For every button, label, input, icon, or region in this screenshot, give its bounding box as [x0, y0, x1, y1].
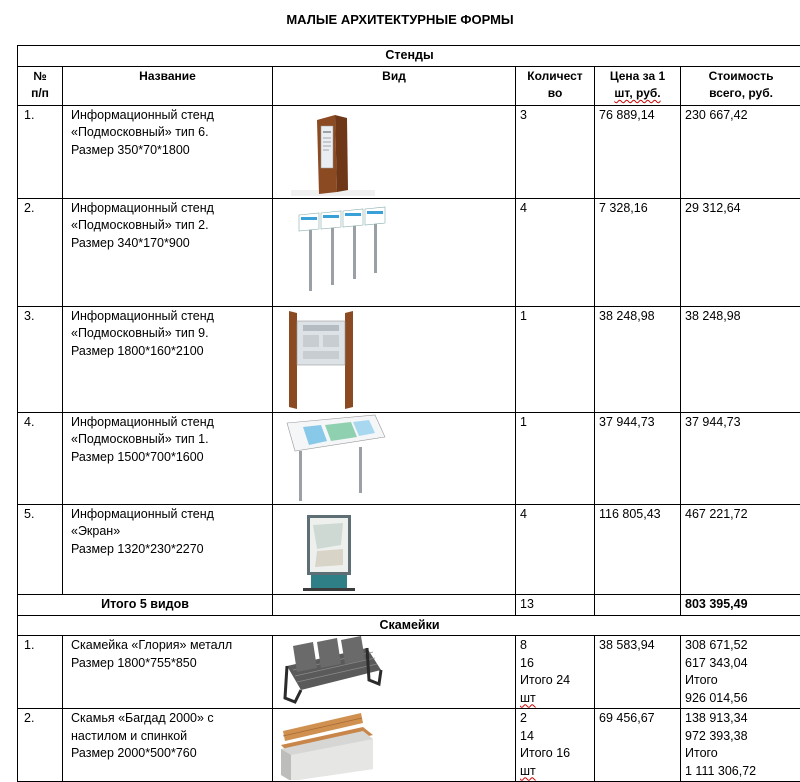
- stand-type9-image: [273, 306, 516, 412]
- header-qty: Количест во: [516, 66, 595, 105]
- row-qty: 8 16 Итого 24 шт: [516, 636, 595, 709]
- table-row: [18, 412, 800, 504]
- row-name: Информационный стенд «Подмосковный» тип 6. Размер 350*70*1800: [63, 105, 273, 198]
- row-num: 2.: [18, 198, 63, 306]
- row-cost: 29 312,64: [681, 198, 800, 306]
- row-qty: 1: [516, 412, 595, 504]
- document-title: МАЛЫЕ АРХИТЕКТУРНЫЕ ФОРМЫ: [0, 12, 800, 27]
- section-row-stands: [18, 46, 800, 67]
- table-row: [18, 198, 800, 306]
- section-row-benches: [18, 615, 800, 636]
- row-price: 7 328,16: [595, 198, 681, 306]
- row-price: 116 805,43: [595, 504, 681, 594]
- row-name: Информационный стенд «Экран» Размер 1320*230*2270: [63, 504, 273, 594]
- row-qty: 4: [516, 198, 595, 306]
- stand-ekran-image: [273, 504, 516, 594]
- row-name: Скамейка «Глория» металл Размер 1800*755*850: [63, 636, 273, 709]
- stand-type6-image: [273, 105, 516, 198]
- row-cost: 467 221,72: [681, 504, 800, 594]
- row-qty: 2 14 Итого 16 шт: [516, 709, 595, 782]
- row-price: 69 456,67: [595, 709, 681, 782]
- row-price: 38 248,98: [595, 306, 681, 412]
- row-price: 76 889,14: [595, 105, 681, 198]
- row-name: Информационный стенд «Подмосковный» тип 1. Размер 1500*700*1600: [63, 412, 273, 504]
- section-title-benches: Скамейки: [18, 615, 800, 636]
- row-price: 38 583,94: [595, 636, 681, 709]
- row-qty: 3: [516, 105, 595, 198]
- header-num: № п/п: [18, 66, 63, 105]
- table-header-row: [18, 66, 800, 105]
- row-num: 4.: [18, 412, 63, 504]
- row-price: 37 944,73: [595, 412, 681, 504]
- header-name: Название: [63, 66, 273, 105]
- row-name: Скамья «Багдад 2000» с настилом и спинкой Размер 2000*500*760: [63, 709, 273, 782]
- stands-total-qty: 13: [516, 594, 595, 615]
- row-num: 1.: [18, 105, 63, 198]
- table-row: [18, 636, 800, 709]
- row-cost: 308 671,52 617 343,04 Итого 926 014,56: [681, 636, 800, 709]
- row-num: 3.: [18, 306, 63, 412]
- row-name: Информационный стенд «Подмосковный» тип 2. Размер 340*170*900: [63, 198, 273, 306]
- mafs-table: [17, 45, 800, 782]
- stands-total-row: [18, 594, 800, 615]
- row-cost: 37 944,73: [681, 412, 800, 504]
- table-row: [18, 105, 800, 198]
- stand-type1-image: [273, 412, 516, 504]
- bench-gloria-image: [273, 636, 516, 709]
- stands-total-label: Итого 5 видов: [18, 594, 273, 615]
- table-row: [18, 709, 800, 782]
- stands-total-empty: [273, 594, 516, 615]
- row-qty: 4: [516, 504, 595, 594]
- row-num: 5.: [18, 504, 63, 594]
- table-row: [18, 504, 800, 594]
- header-price: Цена за 1 шт, руб.: [595, 66, 681, 105]
- header-view: Вид: [273, 66, 516, 105]
- row-cost: 38 248,98: [681, 306, 800, 412]
- row-cost: 138 913,34 972 393,38 Итого 1 111 306,72: [681, 709, 800, 782]
- stands-total-empty: [595, 594, 681, 615]
- bench-bagdad-image: [273, 709, 516, 782]
- stands-total-cost: 803 395,49: [681, 594, 800, 615]
- row-num: 1.: [18, 636, 63, 709]
- header-cost: Стоимость всего, руб.: [681, 66, 800, 105]
- row-name: Информационный стенд «Подмосковный» тип 9. Размер 1800*160*2100: [63, 306, 273, 412]
- row-num: 2.: [18, 709, 63, 782]
- section-title-stands: Стенды: [18, 46, 800, 67]
- table-row: [18, 306, 800, 412]
- row-cost: 230 667,42: [681, 105, 800, 198]
- row-qty: 1: [516, 306, 595, 412]
- stand-type2-image: [273, 198, 516, 306]
